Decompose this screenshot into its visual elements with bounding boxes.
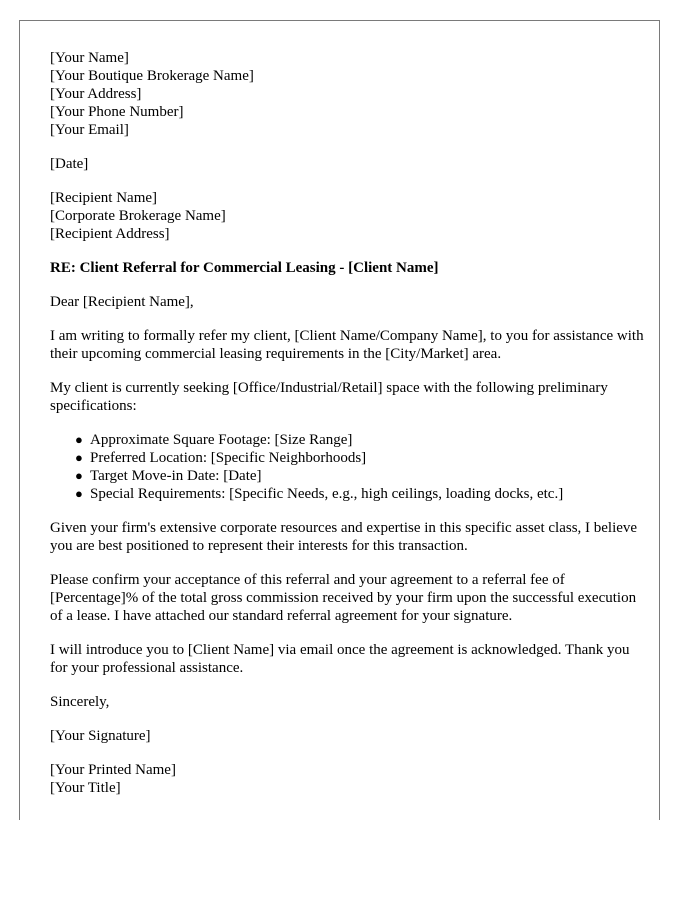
specs-list <box>50 431 650 503</box>
subject-line: RE: Client Referral for Commercial Leasing - [Client Name] <box>50 260 439 276</box>
signature-placeholder: [Your Signature] <box>50 728 151 744</box>
signer-title: [Your Title] <box>50 780 121 796</box>
recipient-name: [Recipient Name] <box>50 190 158 206</box>
list-item <box>75 467 650 485</box>
letter-page <box>19 20 660 820</box>
bullet-icon: ● <box>75 450 83 465</box>
spec-text: Target Move-in Date: [Date] <box>90 468 262 484</box>
list-item <box>75 431 650 449</box>
bullet-icon: ● <box>75 486 83 501</box>
sender-email: [Your Email] <box>50 122 129 138</box>
recipient-address: [Recipient Address] <box>50 226 170 242</box>
recipient-block <box>50 189 650 243</box>
firm-paragraph: Given your firm's extensive corporate resources and expertise in this specific asset class, I believe you are best positioned to represent their interests for this transaction. <box>50 520 638 554</box>
signoff: Sincerely, <box>50 694 110 710</box>
sender-name: [Your Name] <box>50 50 129 66</box>
sender-address: [Your Address] <box>50 86 142 102</box>
sender-phone: [Your Phone Number] <box>50 104 184 120</box>
date-line <box>50 155 650 173</box>
spec-text: Approximate Square Footage: [Size Range] <box>90 432 353 448</box>
spec-text: Special Requirements: [Specific Needs, e.g., high ceilings, loading docks, etc.] <box>90 486 564 502</box>
spec-text: Preferred Location: [Specific Neighborhoods] <box>90 450 367 466</box>
list-item <box>75 449 650 467</box>
signer-block <box>50 761 650 797</box>
sender-brokerage: [Your Boutique Brokerage Name] <box>50 68 254 84</box>
fee-paragraph: Please confirm your acceptance of this referral and your agreement to a referral fee of [Percentage]% of the total gross commission received by your firm upon the successful execution of a lease. I have attached our standard referral agreement for your signature. <box>50 572 637 624</box>
sender-block <box>50 49 650 139</box>
list-item <box>75 485 650 503</box>
letter-date: [Date] <box>50 156 89 172</box>
printed-name: [Your Printed Name] <box>50 762 176 778</box>
bullet-icon: ● <box>75 468 83 483</box>
recipient-brokerage: [Corporate Brokerage Name] <box>50 208 226 224</box>
intro-paragraph: I am writing to formally refer my client, [Client Name/Company Name], to you for assistance with their upcoming commercial leasing requirements in the [City/Market] area. <box>50 328 644 362</box>
salutation: Dear [Recipient Name], <box>50 294 194 310</box>
closing-paragraph: I will introduce you to [Client Name] via email once the agreement is acknowledged. Thank you for your professional assistance. <box>50 642 630 676</box>
letter-content <box>50 49 650 797</box>
bullet-icon: ● <box>75 432 83 447</box>
specs-intro-paragraph: My client is currently seeking [Office/Industrial/Retail] space with the following preliminary specifications: <box>50 380 608 414</box>
